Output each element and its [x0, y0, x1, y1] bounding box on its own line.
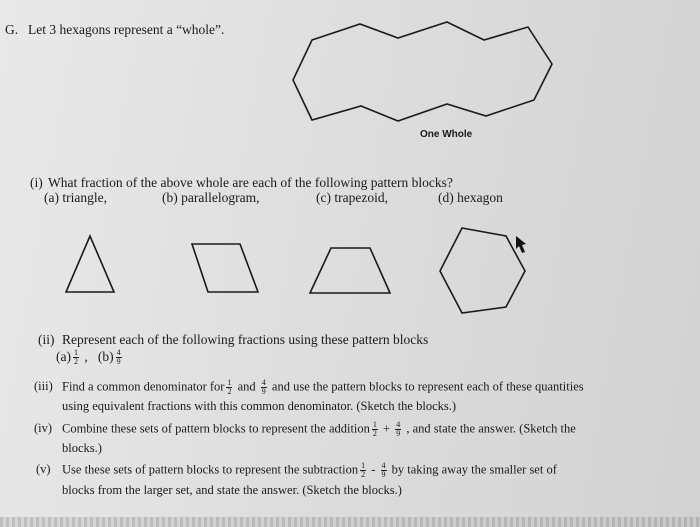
whole-caption: One Whole — [420, 129, 473, 140]
part-iii-line1: Find a common denominator for $\frac{1}{2}$ and $\frac{4}{9}$ and use the pattern blocks to represent each of these quantities — [62, 378, 584, 396]
part-iii-label: (iii) — [34, 379, 53, 393]
part-iv-label: (iv) — [34, 421, 53, 435]
part-i-question: What fraction of the above whole are each of the following pattern blocks? — [48, 175, 453, 190]
part-v-line1: Use these sets of pattern blocks to represent the subtraction $\frac{1}{2}$ - $\frac{4}{9}$ by taking away the smaller set of — [62, 461, 557, 479]
part-iv-line2: blocks.) — [62, 441, 102, 455]
part-iii-line2: using equivalent fractions with this common denominator. (Sketch the blocks.) — [62, 399, 457, 413]
part-ii-fractions — [56, 349, 124, 366]
option-hexagon: (d) hexagon — [438, 190, 503, 205]
problem-intro: Let 3 hexagons represent a “whole”. — [28, 22, 225, 37]
part-ii-text: Represent each of the following fractions using these pattern blocks — [62, 332, 429, 347]
part-v-line2: blocks from the larger set, and state the answer. (Sketch the blocks.) — [62, 483, 402, 497]
mouse-pointer-icon — [516, 236, 526, 253]
triangle-block — [66, 236, 114, 292]
fraction-one-half: $\frac{1}{2}$ — [73, 348, 78, 367]
option-triangle: (a) triangle, — [44, 190, 107, 205]
part-ii-label: (ii) — [38, 332, 55, 347]
trapezoid-block — [310, 248, 390, 293]
option-trapezoid: (c) trapezoid, — [316, 190, 388, 205]
parallelogram-block — [192, 244, 258, 292]
hexagon-block — [440, 228, 525, 313]
part-i-label: (i) — [30, 175, 43, 190]
fraction-b-label: (b) — [97, 349, 114, 364]
fraction-separator: , — [84, 349, 88, 364]
part-iv-line1: Combine these sets of pattern blocks to represent the addition $\frac{1}{2}$ + $\frac{4}{9}$ , and state the answer. (Sketch the — [62, 420, 576, 438]
cut-off-text-strip — [0, 517, 700, 527]
problem-label: G. — [5, 22, 19, 37]
fraction-four-ninths: $\frac{4}{9}$ — [116, 348, 121, 367]
part-v-label: (v) — [36, 462, 51, 476]
fraction-a-label: (a) — [56, 349, 71, 364]
option-parallelogram: (b) parallelogram, — [162, 190, 260, 205]
